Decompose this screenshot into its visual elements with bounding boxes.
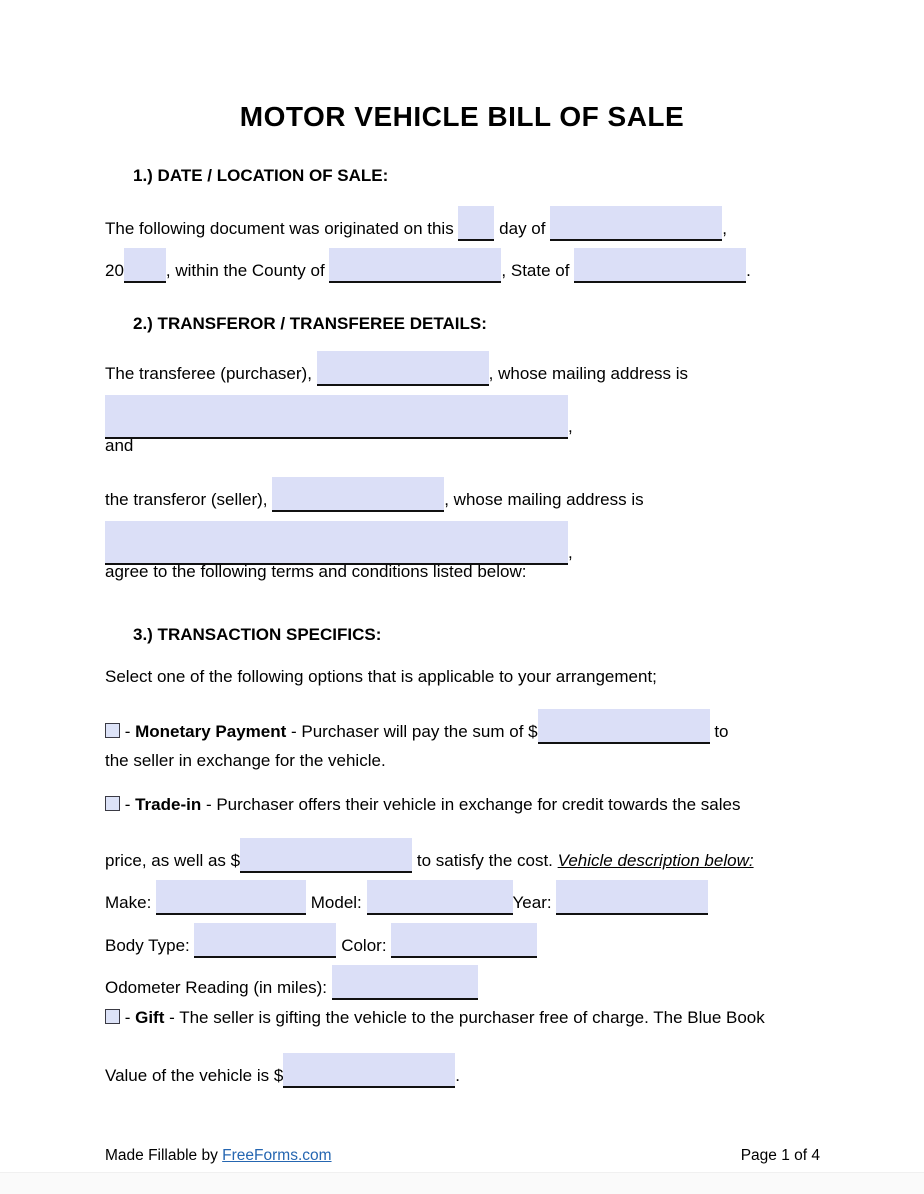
year-field[interactable]: [124, 248, 166, 283]
make-model-year-line: [105, 880, 708, 915]
freeforms-link[interactable]: FreeForms.com: [222, 1147, 332, 1164]
monetary-continuation-line: the seller in exchange for the vehicle.: [105, 751, 386, 770]
month-field[interactable]: [550, 206, 722, 241]
text-segment: - The seller is gifting the vehicle to the purchaser free of charge. The Blue Book: [164, 1008, 765, 1027]
date-line-1: [105, 206, 727, 241]
text-segment: the transferor (seller),: [105, 490, 273, 509]
gift-continuation-line: [105, 1053, 460, 1088]
text-segment: day of: [494, 219, 551, 238]
text-segment: to satisfy the cost.: [412, 851, 558, 870]
text-segment: price, as well as $: [105, 851, 241, 870]
make-label: Make:: [105, 893, 157, 912]
monetary-option-line: [105, 709, 729, 744]
gift-checkbox[interactable]: [105, 1009, 120, 1024]
seller-address-field[interactable]: [105, 521, 568, 565]
transferor-line: [105, 477, 644, 512]
text-segment: , whose mailing address is: [444, 490, 644, 509]
agree-line: agree to the following terms and conditions listed below:: [105, 562, 527, 581]
text-segment: , within the County of: [165, 261, 330, 280]
text-segment: Made Fillable by: [105, 1147, 223, 1164]
tradein-continuation-line: [105, 838, 754, 873]
tradein-checkbox[interactable]: [105, 796, 120, 811]
odometer-label: Odometer Reading (in miles):: [105, 978, 332, 997]
gift-value-field[interactable]: [283, 1053, 455, 1088]
state-field[interactable]: [574, 248, 746, 283]
text-segment: The following document was originated on this: [105, 219, 459, 238]
purchaser-name-field[interactable]: [317, 351, 489, 386]
footer-credit: [105, 1147, 332, 1165]
monetary-checkbox[interactable]: [105, 723, 120, 738]
text-segment: , State of: [501, 261, 575, 280]
text-segment: ,: [568, 417, 573, 436]
text-segment: -: [120, 795, 136, 814]
text-segment: ,: [722, 219, 727, 238]
county-field[interactable]: [329, 248, 501, 283]
text-segment: .: [746, 261, 751, 280]
odometer-field[interactable]: [332, 965, 478, 1000]
and-line: and: [105, 436, 134, 455]
page-title: MOTOR VEHICLE BILL OF SALE: [239, 101, 685, 132]
seller-name-field[interactable]: [272, 477, 444, 512]
page-bottom-edge: [0, 1172, 924, 1194]
day-field[interactable]: [458, 206, 494, 241]
make-field[interactable]: [156, 880, 306, 915]
text-segment: - Purchaser offers their vehicle in exchange for credit towards the sales: [201, 795, 741, 814]
gift-option-line: [105, 1008, 765, 1028]
text-segment: - Purchaser will pay the sum of $: [286, 722, 538, 741]
text-segment: -: [120, 722, 136, 741]
model-label: Model:: [306, 893, 367, 912]
monetary-label: Monetary Payment: [135, 722, 287, 741]
monetary-amount-field[interactable]: [538, 709, 710, 744]
color-label: Color:: [336, 936, 392, 955]
vehicle-year-field[interactable]: [556, 880, 708, 915]
date-line-2: [105, 248, 751, 283]
tradein-label: Trade-in: [135, 795, 202, 814]
tradein-option-line: [105, 795, 740, 815]
model-field[interactable]: [367, 880, 513, 915]
bodytype-color-line: [105, 923, 537, 958]
text-segment: ,: [568, 543, 573, 562]
purchaser-address-field[interactable]: [105, 395, 568, 439]
gift-label: Gift: [135, 1008, 165, 1027]
color-field[interactable]: [391, 923, 537, 958]
text-segment: to: [709, 722, 729, 741]
text-segment: -: [120, 1008, 136, 1027]
text-segment: .: [455, 1066, 461, 1085]
seller-address-line: [105, 521, 573, 565]
page-number: Page 1 of 4: [740, 1147, 820, 1164]
text-segment: Value of the vehicle is $: [105, 1066, 284, 1085]
tradein-amount-field[interactable]: [240, 838, 412, 873]
body-type-field[interactable]: [194, 923, 336, 958]
section-1-heading: 1.) DATE / LOCATION OF SALE:: [133, 166, 389, 185]
text-segment: 20: [105, 261, 124, 280]
transferee-line: [105, 351, 688, 386]
section-3-heading: 3.) TRANSACTION SPECIFICS:: [133, 625, 382, 644]
year-label: Year:: [512, 893, 557, 912]
text-segment: , whose mailing address is: [488, 364, 689, 383]
section-2-heading: 2.) TRANSFEROR / TRANSFEREE DETAILS:: [133, 314, 487, 333]
odometer-line: [105, 965, 478, 1000]
select-option-line: Select one of the following options that is applicable to your arrangement;: [105, 667, 657, 686]
text-segment: The transferee (purchaser),: [105, 364, 317, 383]
vehicle-description-note: Vehicle description below:: [557, 851, 754, 870]
purchaser-address-line: [105, 395, 573, 439]
body-type-label: Body Type:: [105, 936, 195, 955]
